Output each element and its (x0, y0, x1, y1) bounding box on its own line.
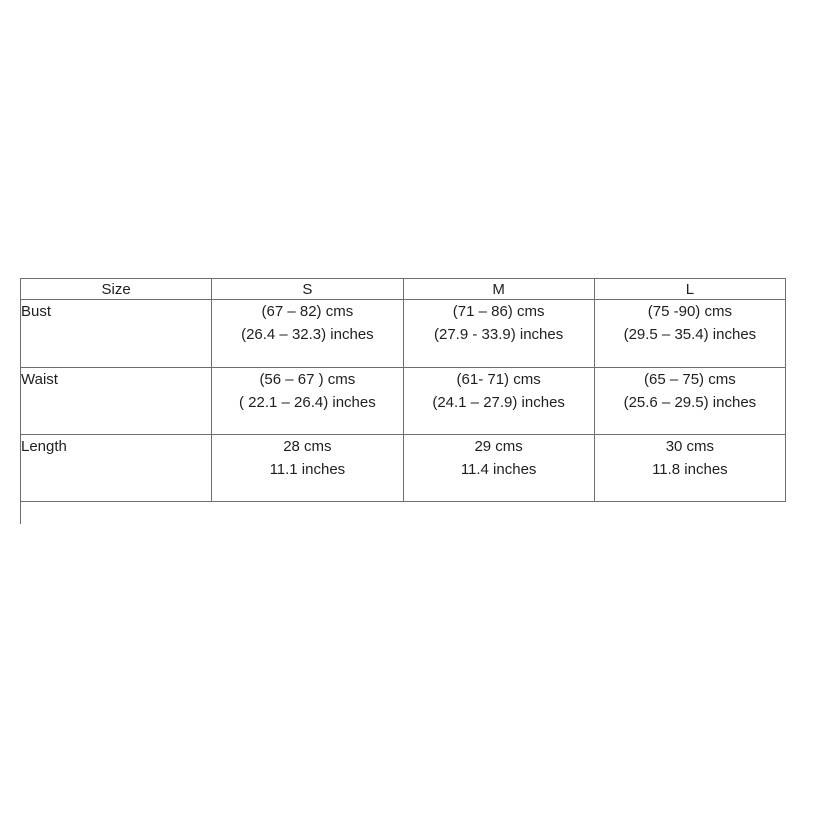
cell-bust-l (594, 300, 785, 368)
length-m-cms: 29 cms (474, 438, 523, 455)
cell-length-s (212, 435, 403, 502)
row-label-bust: Bust (21, 300, 212, 368)
column-header-l: L (594, 279, 785, 300)
header-row (21, 279, 786, 300)
column-header-m: M (403, 279, 594, 300)
waist-m-inches: (24.1 – 27.9) inches (432, 394, 565, 411)
table-row-length (21, 435, 786, 502)
bust-l-inches: (29.5 – 35.4) inches (623, 326, 757, 343)
cell-waist-l (594, 368, 785, 435)
cell-length-m (403, 435, 594, 502)
length-s-inches: 11.1 inches (269, 461, 346, 478)
bust-l-cms: (75 -90) cms (647, 303, 732, 320)
bust-m-inches: (27.9 - 33.9) inches (434, 326, 564, 343)
waist-m-cms: (61- 71) cms (456, 371, 541, 388)
table-left-border-tail (20, 501, 21, 524)
waist-s-inches: ( 22.1 – 26.4) inches (238, 394, 376, 411)
row-label-waist: Waist (21, 368, 212, 435)
table-row-bust (21, 300, 786, 368)
length-m-inches: 11.4 inches (460, 461, 537, 478)
length-l-inches: 11.8 inches (652, 461, 728, 478)
cell-length-l (594, 435, 785, 502)
cell-waist-s (212, 368, 403, 435)
length-s-cms: 28 cms (283, 438, 332, 455)
cell-bust-m (403, 300, 594, 368)
cell-waist-m (403, 368, 594, 435)
waist-l-cms: (65 – 75) cms (644, 371, 736, 388)
column-header-s: S (212, 279, 403, 300)
bust-s-cms: (67 – 82) cms (261, 303, 354, 320)
waist-l-inches: (25.6 – 29.5) inches (623, 394, 757, 411)
row-label-length: Length (21, 435, 212, 502)
column-header-size: Size (21, 279, 212, 300)
table-row-waist (21, 368, 786, 435)
bust-s-inches: (26.4 – 32.3) inches (241, 326, 374, 343)
length-l-cms: 30 cms (665, 438, 715, 455)
bust-m-cms: (71 – 86) cms (452, 303, 545, 320)
size-chart-table (20, 278, 786, 502)
cell-bust-s (212, 300, 403, 368)
waist-s-cms: (56 – 67 ) cms (259, 371, 356, 388)
